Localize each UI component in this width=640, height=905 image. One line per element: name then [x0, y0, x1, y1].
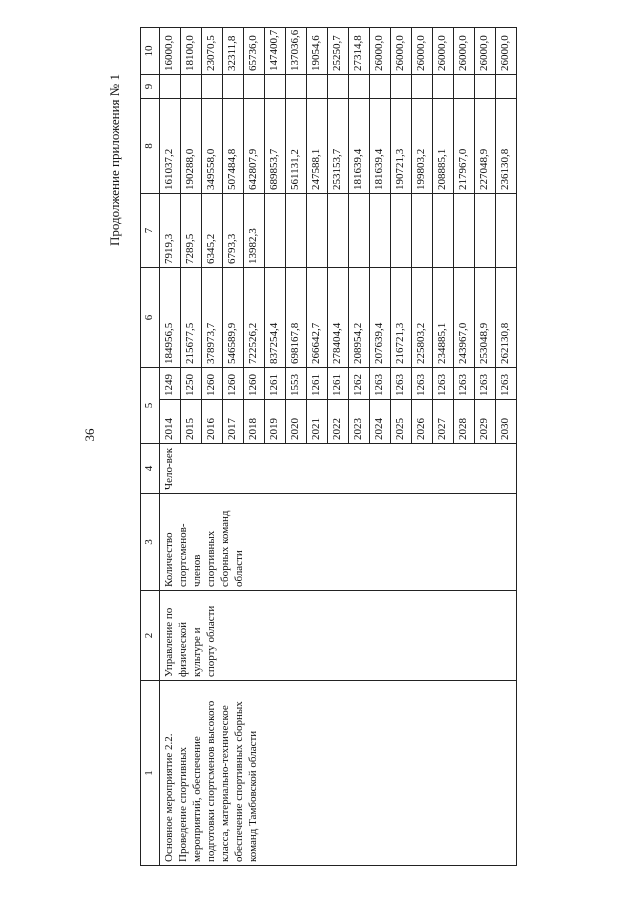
table-cell: 1263 [370, 368, 391, 400]
table-cell: 1260 [223, 368, 244, 400]
table-cell: 26000,0 [370, 28, 391, 75]
table-cell: 2027 [433, 400, 454, 444]
table-cell: 234885,1 [433, 268, 454, 368]
table-cell: 1262 [349, 368, 370, 400]
table-cell: 2025 [391, 400, 412, 444]
table-cell: 225803,2 [412, 268, 433, 368]
table-cell: 27314,8 [349, 28, 370, 75]
table-cell [454, 194, 475, 268]
header-cell: 6 [141, 268, 160, 368]
table-cell [265, 75, 286, 99]
table-cell: 1261 [265, 368, 286, 400]
table-cell: 236130,8 [496, 99, 517, 194]
table-cell: 1263 [496, 368, 517, 400]
table-cell: 227048,9 [475, 99, 496, 194]
table-cell: 190721,3 [391, 99, 412, 194]
table-cell [286, 75, 307, 99]
table-cell: 2015 [181, 400, 202, 444]
table-cell: 1260 [202, 368, 223, 400]
table-cell [370, 194, 391, 268]
header-cell: 7 [141, 194, 160, 268]
table-cell [181, 75, 202, 99]
table-cell: 2028 [454, 400, 475, 444]
table-cell: 217967,0 [454, 99, 475, 194]
table-cell: 26000,0 [433, 28, 454, 75]
table-cell [475, 75, 496, 99]
table-cell: 253153,7 [328, 99, 349, 194]
table-cell: 19054,6 [307, 28, 328, 75]
table-cell [412, 194, 433, 268]
table-cell: 1263 [433, 368, 454, 400]
data-table [140, 27, 517, 866]
header-cell: 8 [141, 99, 160, 194]
table-cell: 1261 [307, 368, 328, 400]
table-cell: 2014 [160, 400, 181, 444]
table-cell: 349558,0 [202, 99, 223, 194]
table-cell: 208885,1 [433, 99, 454, 194]
table-cell: 190288,0 [181, 99, 202, 194]
table-cell: 26000,0 [454, 28, 475, 75]
table-cell [370, 75, 391, 99]
table-body [160, 28, 517, 866]
table-cell: 1263 [412, 368, 433, 400]
table-cell: 689853,7 [265, 99, 286, 194]
table-cell: 2019 [265, 400, 286, 444]
measure-description: Основное мероприятие 2.2. Проведение спортивных мероприятий, обеспечение подготовки спортсменов высокого класса, материально-техническое обеспечение спортивных сборных команд Тамбовской области [160, 681, 517, 866]
table-cell [349, 75, 370, 99]
header-cell: 10 [141, 28, 160, 75]
table-cell: 18100,0 [181, 28, 202, 75]
table-cell [307, 194, 328, 268]
table-cell: 216721,3 [391, 268, 412, 368]
table-cell: 2018 [244, 400, 265, 444]
table-cell: 253048,9 [475, 268, 496, 368]
table-cell: 6793,3 [223, 194, 244, 268]
table-cell: 161037,2 [160, 99, 181, 194]
table-cell: 1249 [160, 368, 181, 400]
table-cell: 2030 [496, 400, 517, 444]
table-cell: 1260 [244, 368, 265, 400]
table-cell [265, 194, 286, 268]
unit-of-measure: Чело-век [160, 444, 517, 494]
table-cell [286, 194, 307, 268]
table-cell [433, 194, 454, 268]
table-cell [328, 75, 349, 99]
table-cell: 199803,2 [412, 99, 433, 194]
header-row [141, 28, 160, 866]
table-cell: 2029 [475, 400, 496, 444]
table-cell: 546589,9 [223, 268, 244, 368]
table-cell: 2026 [412, 400, 433, 444]
table-cell: 1553 [286, 368, 307, 400]
table-cell: 2016 [202, 400, 223, 444]
table-cell: 247588,1 [307, 99, 328, 194]
table-cell [391, 75, 412, 99]
table-cell: 1261 [328, 368, 349, 400]
table-cell [475, 194, 496, 268]
table-cell [160, 75, 181, 99]
table-cell: 266642,7 [307, 268, 328, 368]
table-cell: 16000,0 [160, 28, 181, 75]
table-cell: 1263 [391, 368, 412, 400]
table-cell: 837254,4 [265, 268, 286, 368]
table-cell [244, 75, 265, 99]
header-cell: 2 [141, 591, 160, 681]
table-cell: 147400,7 [265, 28, 286, 75]
table-cell [223, 75, 244, 99]
indicator-name: Количество спортсменов-членов спортивных сборных команд области [160, 494, 517, 591]
table-cell: 642807,9 [244, 99, 265, 194]
table-cell [433, 75, 454, 99]
table-cell: 26000,0 [496, 28, 517, 75]
table-cell [412, 75, 433, 99]
table-cell: 1263 [454, 368, 475, 400]
table-cell: 2022 [328, 400, 349, 444]
table-cell: 722526,2 [244, 268, 265, 368]
table-cell: 215677,5 [181, 268, 202, 368]
header-cell: 5 [141, 368, 160, 444]
table-cell: 25250,7 [328, 28, 349, 75]
table-cell: 262130,8 [496, 268, 517, 368]
table-cell: 137036,6 [286, 28, 307, 75]
table-cell [496, 194, 517, 268]
table-cell: 2024 [370, 400, 391, 444]
table-cell: 6345,2 [202, 194, 223, 268]
table-cell: 181639,4 [370, 99, 391, 194]
table-cell [202, 75, 223, 99]
header-cell: 4 [141, 444, 160, 494]
table-cell: 2020 [286, 400, 307, 444]
table-cell [454, 75, 475, 99]
table-cell: 278404,4 [328, 268, 349, 368]
table-cell: 1263 [475, 368, 496, 400]
table-cell [391, 194, 412, 268]
table-cell [307, 75, 328, 99]
rotated-table-container [140, 28, 511, 866]
table-cell: 7919,3 [160, 194, 181, 268]
table-cell: 32311,8 [223, 28, 244, 75]
table-cell: 7289,5 [181, 194, 202, 268]
table-row [160, 28, 181, 866]
table-cell: 507484,8 [223, 99, 244, 194]
table-cell: 65736,0 [244, 28, 265, 75]
table-cell: 23070,5 [202, 28, 223, 75]
table-cell: 378973,7 [202, 268, 223, 368]
table-cell: 243967,0 [454, 268, 475, 368]
table-cell: 2017 [223, 400, 244, 444]
table-cell: 26000,0 [391, 28, 412, 75]
table-cell: 26000,0 [412, 28, 433, 75]
table-cell: 207639,4 [370, 268, 391, 368]
header-cell: 1 [141, 681, 160, 866]
page-number: 36 [82, 428, 97, 442]
page-caption: Продолжение приложения № 1 [107, 74, 122, 246]
responsible-executor: Управление по физической культуре и спорту области [160, 591, 517, 681]
table-cell: 561131,2 [286, 99, 307, 194]
table-cell: 184956,5 [160, 268, 181, 368]
table-cell [349, 194, 370, 268]
header-cell: 9 [141, 75, 160, 99]
table-cell: 13982,3 [244, 194, 265, 268]
table-cell: 2021 [307, 400, 328, 444]
table-cell: 208954,2 [349, 268, 370, 368]
table-cell: 2023 [349, 400, 370, 444]
table-cell: 698167,8 [286, 268, 307, 368]
table-cell [328, 194, 349, 268]
table-cell [496, 75, 517, 99]
table-cell: 26000,0 [475, 28, 496, 75]
header-cell: 3 [141, 494, 160, 591]
table-cell: 1250 [181, 368, 202, 400]
table-cell: 181639,4 [349, 99, 370, 194]
